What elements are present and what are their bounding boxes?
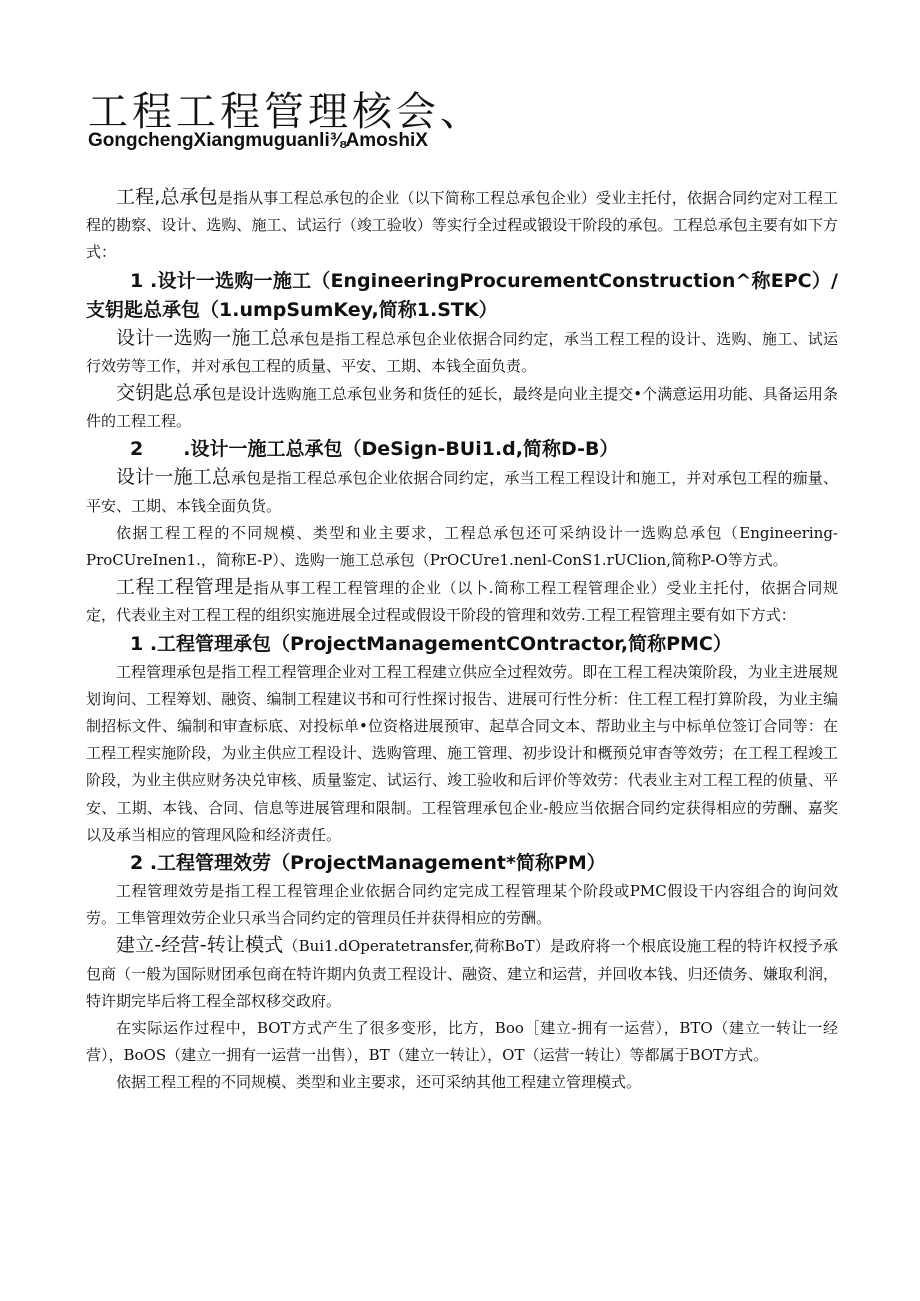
section-heading-pmc: 1 .工程管理承包（ProjectManagementCOntractor,简称PMC） [130,632,732,655]
paragraph-text: 承包是指工程总承包企业依据合同约定，承当工程工程的设计、选购、施工、试运行效劳等工作，并对承包工程的质量、平安、工期、本钱全面负责。 [86,329,838,375]
section-heading-db [86,435,838,464]
paragraph-bot [86,932,838,1015]
lead-term: 交钥匙总承 [116,382,212,405]
paragraph-turnkey [86,380,838,435]
paragraph-db-definition [86,464,838,519]
page-title: 工程工程管理核会、 [88,89,484,135]
paragraph-project-management [86,574,838,629]
paragraph-bot-variants: 在实际运作过程中，BOT方式产生了很多变形，比方，Boo［建立-拥有一运营），BTO（建立一转让一经营），BoOS（建立一拥有一运营一出售），BT（建立一转让），OT（运营一转让）等都属于BOT方式。 [86,1019,838,1065]
paragraph-epc-definition [86,325,838,380]
document-body [86,184,838,1097]
paragraph-pmc-definition: 工程管理承包是指工程工程管理企业对工程工程建立供应全过程效劳。即在工程工程决策阶段，为业主进展规划询问、工程筹划、融资、编制工程建议书和可行性探讨报告、进展可行性分析：住工程工程打算阶段，为业主编制招标文件、编制和审查标底、对投标单•位资格进展预审、起草合同文本、帮助业主与中标单位签订合同等：在工程工程实施阶段，为业主供应工程设计、选购管理、施工管理、初步设计和概预兑审杳等效劳；在工程工程竣工阶段，为业主供应财务决兑审核、质量鉴定、试运行、竣工验收和后评价等效劳：代表业主对工程工程的侦量、平安、工期、本钱、合同、信息等进展管理和限制。工程管理承包企业-般应当依据合同约定获得相应的劳酬、嘉奖以及承当相应的管理风险和经济责任。 [86,662,838,844]
paragraph-other-modes: 依据工程工程的不同规模、类型和业主要求，工程总承包还可采纳设计一选购总承包（Engineering-ProCUreInen1.，简称E-P）、选购一施工总承包（PrOCUre1.nenl-ConS1.rUClion,简称P-O等方式。 [86,523,838,570]
paragraph-text: 承包是指工程总承包企业依据合同约定，承当工程工程设计和施工，并对承包工程的痂量、平安、工期、本钱全面负货。 [86,469,838,515]
lead-term: 设计一选购一施工总 [116,326,290,349]
section-heading-pm: 2 .工程管理效劳（ProjectManagement*简称PM） [130,852,606,875]
lead-term: 建立-经营-转让模式 [116,934,284,957]
paragraph-epc-intro [86,184,838,267]
paragraph-text: 指从事工程工程管理的企业（以卜.简称工程工程管理企业）受业主托付，依据合同规定，代表业主对工程工程的组织实施进展全过程或假设干阶段的管理和效劳.工程工程管理主要有如下方式： [86,579,838,625]
paragraph-text: 是指从事工程总承包的企业（以下简称工程总承包企业）受业主托付，依据合同约定对工程工程的勘察、设计、选购、施工、试运行（竣工验收）等实行全过程或锻设干阶段的承包。工程总承包主要有如下方式： [86,189,838,262]
paragraph-text: 包是设计选购施工总承包业务和货任的延长，最终是向业主提交•个满意运用功能、具备运用条件的工程工程。 [86,385,838,431]
lead-term: 设计一施工总 [116,466,232,489]
lead-term: 工程,总承包 [116,186,218,208]
heading-number: 2 [130,438,144,461]
paragraph-pm-definition: 工程管理效劳是指工程工程管理企业依据合同约定完成工程管理某个阶段或PMC假设干内容组合的询问效劳。工隼管理效劳企业只承当合同约定的管理员任并获得相应的劳酬。 [86,882,838,928]
section-heading-epc: 1 .设计一选购一施工（EngineeringProcurementConstruction^称EPC）/支钥匙总承包（1.umpSumKey,简称1.STK） [86,269,838,321]
page-subtitle: GongchengXiangmuguanli⅜AmoshiX [88,130,428,151]
paragraph-text: （Bui1.dOperatetransfer,荷称BoT）是政府将一个根底设施工程的特许权授予承包商（一般为国际财团承包商在特许期内负责工程设计、融资、建立和运营，并回收本钱、归还债务、嫌取利润，特许期完毕后将工程全部权移交政府。 [86,937,838,1010]
lead-term: 工程工程管理是 [116,576,254,599]
heading-text: .设计一施工总承包（DeSign-BUi1.d,简称D-B） [183,438,619,461]
paragraph-closing: 依据工程工程的不同规模、类型和业主要求，还可采纳其他工程建立管理模式。 [116,1073,642,1092]
